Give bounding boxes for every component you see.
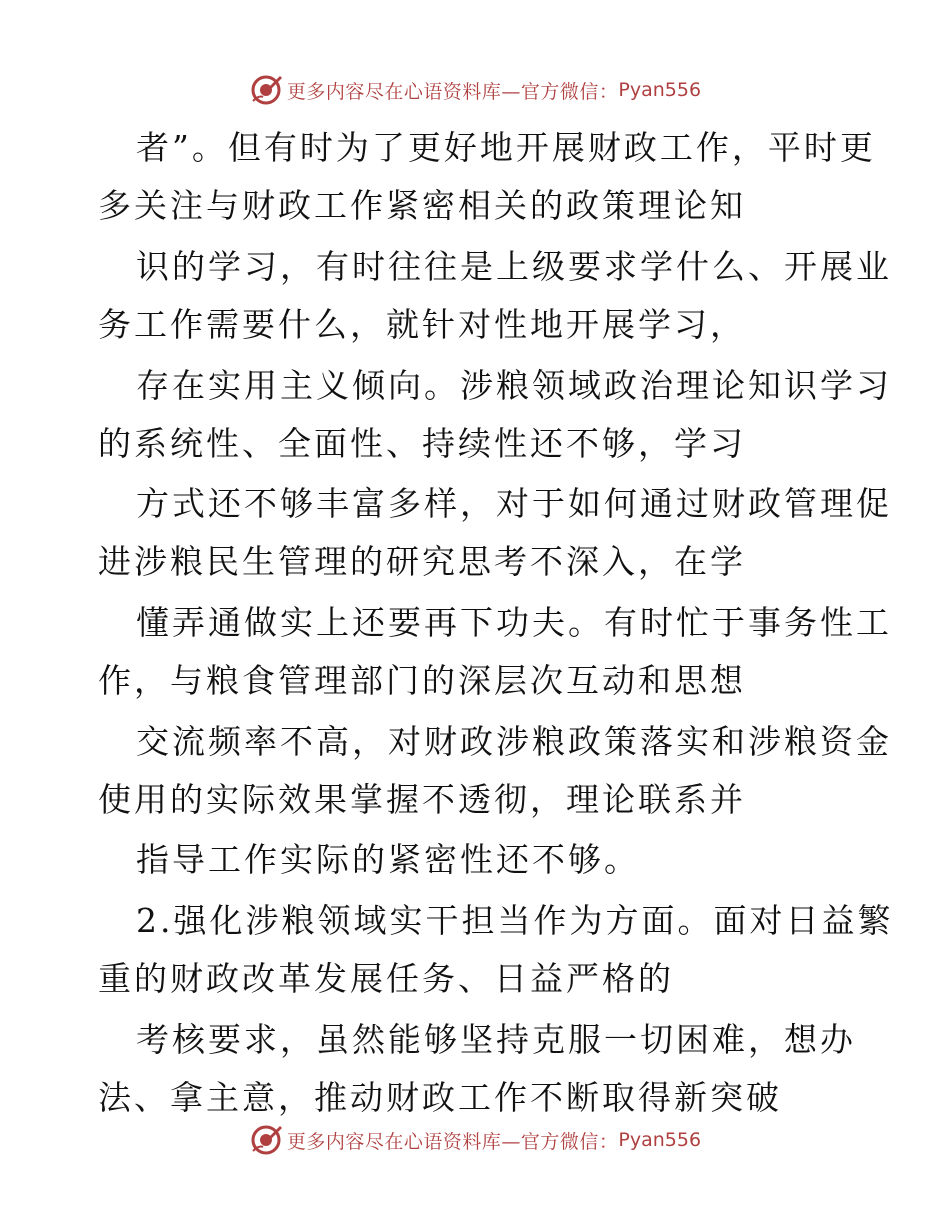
footer-watermark [0, 1122, 950, 1158]
watermark-text: 更多内容尽在心语资料库—官方微信： [286, 1130, 619, 1153]
text-line: 考核要求，虽然能够坚持克服一切困难，想办 [136, 1020, 856, 1059]
pen-logo-icon [249, 1123, 283, 1157]
text-line: 进涉粮民生管理的研究思考不深入，在学 [98, 542, 746, 581]
text-line: 懂弄通做实上还要再下功夫。有时忙于事务性工 [136, 603, 892, 642]
text-line: 重的财政改革发展任务、日益严格的 [98, 959, 674, 998]
text-line: 识的学习，有时往往是上级要求学什么、开展业 [136, 247, 892, 286]
text-line: 交流频率不高，对财政涉粮政策落实和涉粮资金 [136, 722, 892, 761]
watermark-text: 更多内容尽在心语资料库—官方微信： [286, 80, 619, 103]
header-watermark [0, 72, 950, 108]
text-line: 存在实用主义倾向。涉粮领域政治理论知识学习 [136, 366, 892, 405]
text-line: 务工作需要什么，就针对性地开展学习， [98, 305, 746, 344]
text-line: 2.强化涉粮领域实干担当作为方面。面对日益繁 [136, 901, 894, 940]
watermark-id: Pyan556 [618, 79, 702, 101]
text-line: 作，与粮食管理部门的深层次互动和思想 [98, 661, 746, 700]
text-line: 方式还不够丰富多样，对于如何通过财政管理促 [136, 484, 892, 523]
watermark-id: Pyan556 [618, 1129, 702, 1151]
text-line: 者”。但有时为了更好地开展财政工作，平时更 [136, 128, 876, 167]
text-line: 多关注与财政工作紧密相关的政策理论知 [98, 186, 746, 225]
text-line: 使用的实际效果掌握不透彻，理论联系并 [98, 780, 746, 819]
pen-logo-icon [249, 73, 283, 107]
text-line: 的系统性、全面性、持续性还不够，学习 [98, 424, 746, 463]
text-line: 法、拿主意，推动财政工作不断取得新突破 [98, 1078, 782, 1117]
text-line: 指导工作实际的紧密性还不够。 [136, 840, 640, 879]
